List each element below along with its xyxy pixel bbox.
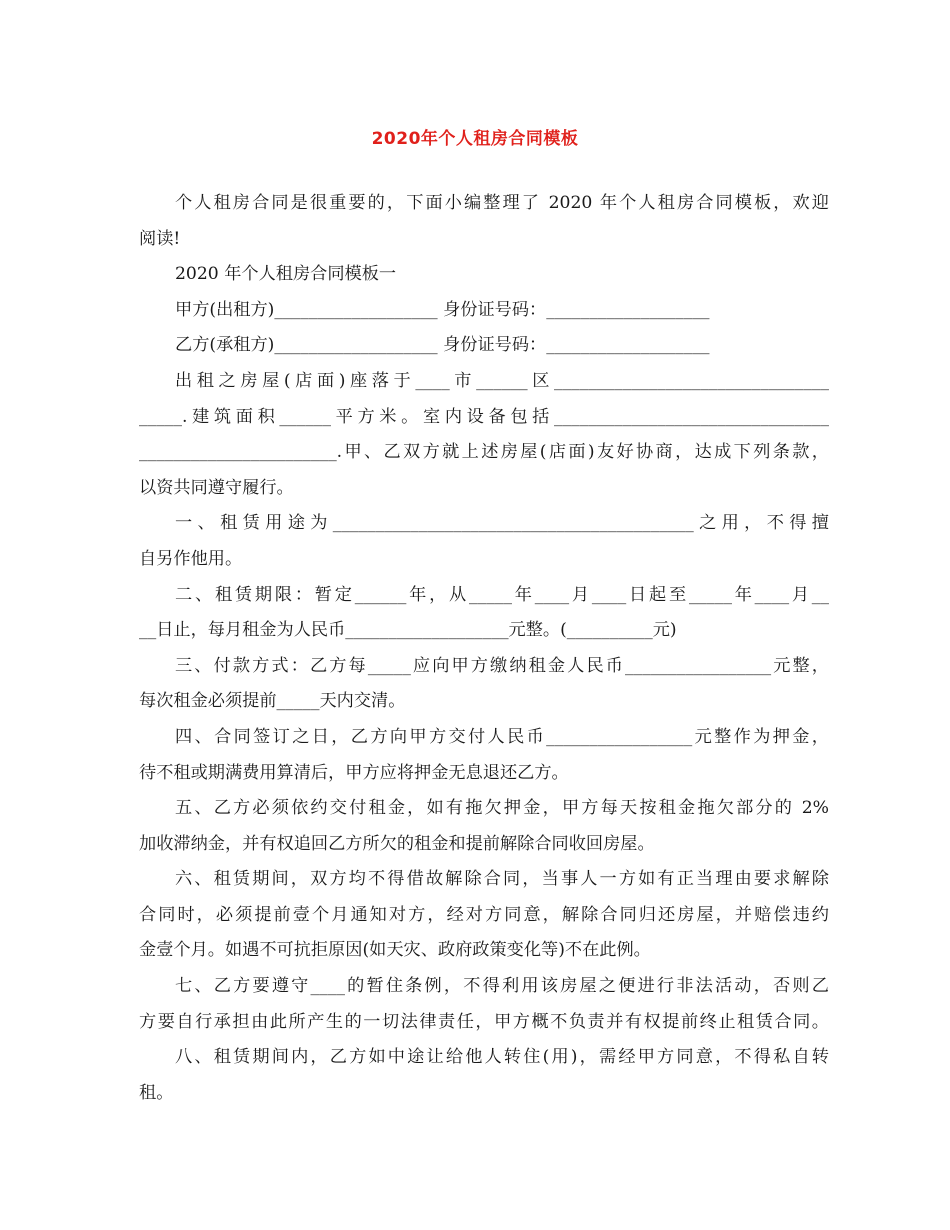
property-line-4: 以资共同遵守履行。	[139, 477, 294, 498]
clause-6-line-2: 合同时，必须提前壹个月通知对方，经对方同意，解除合同归还房屋，并赔偿违约	[139, 904, 829, 925]
property-line-2: _____.建筑面积______平方米。室内设备包括________________________________	[139, 406, 829, 427]
clause-8-line-1: 八、租赁期间内，乙方如中途让给他人转住(用)，需经甲方同意，不得私自转	[175, 1047, 829, 1068]
template-heading: 2020 年个人租房合同模板一	[175, 264, 397, 285]
property-line-1: 出租之房屋(店面)座落于____市______区________________________________	[175, 370, 829, 391]
party-a-line: 甲方(出租方)___________________ 身份证号码：___________________	[175, 299, 710, 320]
clause-6-line-3: 金壹个月。如遇不可抗拒原因(如天灾、政府政策变化等)不在此例。	[139, 940, 651, 961]
clause-6-line-1: 六、租赁期间，双方均不得借故解除合同，当事人一方如有正当理由要求解除	[175, 869, 829, 890]
clause-3-line-2: 每次租金必须提前_____天内交清。	[139, 691, 406, 712]
property-line-3: _______________________.甲、乙双方就上述房屋(店面)友好协商，达成下列条款，	[139, 442, 829, 463]
clause-2-line-2: __日止，每月租金为人民币___________________元整。(__________元)	[139, 620, 677, 641]
clause-1-line-2: 自另作他用。	[139, 548, 243, 569]
clause-3-line-1: 三、付款方式：乙方每_____应向甲方缴纳租金人民币_________________元整，	[175, 655, 829, 676]
document-body	[139, 186, 829, 1111]
clause-7-line-2: 方要自行承担由此所产生的一切法律责任，甲方概不负责并有权提前终止租赁合同。	[139, 1011, 829, 1032]
clause-1-line-1: 一、租赁用途为__________________________________________之用，不得擅	[175, 513, 829, 534]
clause-2-line-1: 二、租赁期限：暂定______年，从_____年____月____日起至_____年____月__	[175, 584, 829, 605]
clause-5-line-2: 加收滞纳金，并有权追回乙方所欠的租金和提前解除合同收回房屋。	[139, 833, 655, 854]
document-title: 2020年个人租房合同模板	[371, 129, 579, 149]
clause-4-line-2: 待不租或期满费用算清后，甲方应将押金无息退还乙方。	[139, 762, 569, 783]
clause-5-line-1: 五、乙方必须依约交付租金，如有拖欠押金，甲方每天按租金拖欠部分的 2%	[175, 798, 829, 819]
party-b-line: 乙方(承租方)___________________ 身份证号码：___________________	[175, 335, 710, 356]
intro-line-2: 阅读!	[139, 228, 181, 249]
clause-8-line-2: 租。	[139, 1082, 174, 1103]
clause-4-line-1: 四、合同签订之日，乙方向甲方交付人民币_________________元整作为押金，	[175, 726, 829, 747]
intro-line-1: 个人租房合同是很重要的，下面小编整理了 2020 年个人租房合同模板，欢迎	[175, 193, 829, 213]
clause-7-line-1: 七、乙方要遵守____的暂住条例，不得利用该房屋之便进行非法活动，否则乙	[175, 976, 829, 997]
